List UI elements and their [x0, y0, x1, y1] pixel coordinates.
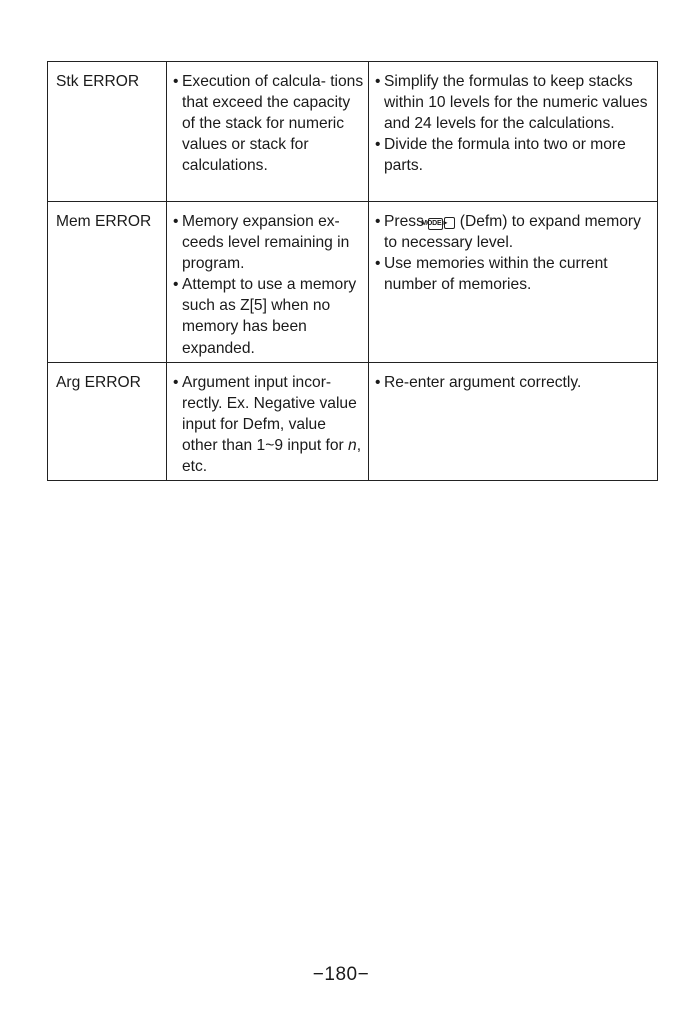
error-name-cell	[48, 202, 167, 363]
remedy-item: • Divide the formula into two or more parts.	[375, 134, 653, 176]
mode-key-icon: MODE	[428, 218, 443, 230]
table-row	[48, 202, 658, 363]
remedy-cell	[369, 362, 658, 480]
error-table	[47, 61, 658, 481]
page-number: −180−	[312, 964, 370, 985]
remedy-cell	[369, 202, 658, 363]
cause-item	[173, 372, 364, 477]
table-row	[48, 62, 658, 202]
error-name-cell	[48, 362, 167, 480]
cause-text: Argument input incor- rectly. Ex. Negative value input for Defm, value other than 1~9 input for	[182, 373, 357, 454]
press-prefix: Press	[384, 213, 424, 230]
cause-cell	[167, 202, 369, 363]
remedy-cell	[369, 62, 658, 202]
error-name: Arg ERROR	[56, 373, 141, 391]
cause-item: • Execution of calcula- tions that exceed the capacity of the stack for numeric values or stack for calculations.	[173, 71, 364, 176]
cause-item: • Memory expansion ex- ceeds level remaining in program.	[173, 211, 364, 274]
remedy-item: • Simplify the formulas to keep stacks within 10 levels for the numeric values and 24 levels for the calculations.	[375, 71, 653, 134]
press-suffix: (Defm) to expand memory to necessary level.	[384, 213, 641, 252]
remedy-item: • Use memories within the current number of memories.	[375, 253, 653, 295]
table-row	[48, 362, 658, 480]
right-arrow-key-icon: ▸	[444, 217, 455, 229]
cause-item: • Attempt to use a memory such as Z[5] when no memory has been expanded.	[173, 274, 364, 358]
variable-n: n	[348, 436, 357, 454]
cause-cell	[167, 62, 369, 202]
page-number-value: 180	[324, 964, 358, 985]
cause-cell	[167, 362, 369, 480]
cause-tail: , etc.	[182, 436, 362, 476]
remedy-item: • Re-enter argument correctly.	[375, 372, 653, 393]
error-name: Mem ERROR	[56, 213, 152, 230]
error-name-cell	[48, 62, 167, 202]
remedy-item-press	[375, 211, 653, 253]
error-name: Stk ERROR	[56, 73, 140, 90]
